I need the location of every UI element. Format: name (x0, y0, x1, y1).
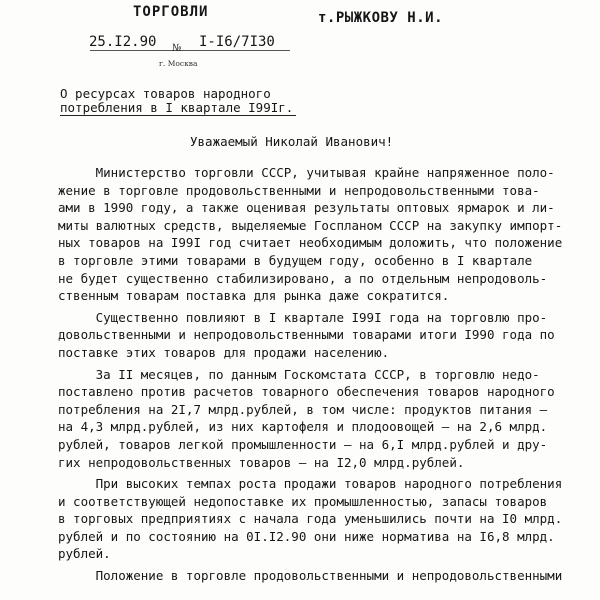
paragraph-line: рублей и по состоянию на 0I.I2.90 они ниже норматива на I6,8 млрд. (58, 528, 555, 544)
paragraph (58, 309, 598, 362)
paragraph-line: рублей, товаров легкой промышленности – на 6,I млрд.рублей и дру- (58, 436, 548, 452)
paragraph-line: рублей. (58, 546, 111, 562)
recipient: т.РЫЖКОВУ Н.И. (318, 10, 444, 26)
paragraph-line: в торговых предприятиях с начала года уменьшились почти на I0 млрд. (58, 511, 563, 527)
paragraph-line: Существенно повлияют в I квартале I99I года на торговлю про- (58, 309, 548, 325)
paragraph-line: ами в 1990 году, а также оценивая результаты оптовых ярмарок и ли- (58, 200, 555, 216)
letter-number: I-I6/7I30 (199, 34, 275, 50)
number-line (90, 50, 290, 51)
paragraph (58, 366, 598, 472)
letter-city: г. Москва (159, 59, 198, 68)
paragraph (58, 164, 598, 305)
paragraph-line: миты валютных средств, выделяемые Госпланом СССР на закупку импорт- (58, 217, 563, 233)
paragraph-line: поставке этих товаров для продажи населению. (58, 344, 390, 360)
paragraph-line: поставлено против расчетов товарного обеспечения товаров народного (58, 384, 555, 400)
letter-body (58, 164, 598, 585)
subject-underline (60, 115, 296, 116)
paragraph-line: За II месяцев, по данным Госкомстата СССР, в торговлю недо- (58, 366, 540, 382)
paragraph-line: в торговле этими товарами в будущем году, особенно в I квартале (58, 252, 533, 268)
subject-line-2: потребления в I квартале I99Iг. (60, 100, 294, 115)
paragraph-line: ных товаров на I99I год считает необходимым доложить, что положение (58, 235, 563, 251)
paragraph-line: Положение в торговле продовольственными и непродовольственными (58, 568, 563, 584)
paragraph-line: жение в торговле продовольственными и непродовольственными това- (58, 182, 540, 198)
paragraph-line: на 4,3 млрд.рублей, из них картофеля и плодоовощей – на 2,6 млрд. (58, 419, 548, 435)
paragraph-line: и соответствующей недопоставке их промышленностью, запасы товаров (58, 493, 548, 509)
paragraph-line: довольственными и непродовольственными товарами итоги I990 года по (58, 327, 555, 343)
letter-date: 25.I2.90 (89, 34, 157, 50)
number-sign: № (172, 43, 182, 54)
greeting: Уважаемый Николай Иванович! (190, 134, 394, 149)
paragraph-line: не будет существенно стабилизировано, а по отдельным непродоволь- (58, 270, 548, 286)
ministry-name: ТОРГОВЛИ (133, 4, 209, 20)
paragraph-line: При высоких темпах роста продажи товаров народного потребления (58, 476, 563, 492)
subject-line-1: О ресурсах товаров народного (60, 86, 271, 101)
paragraph-line: потребления на 2I,7 млрд.рублей, в том числе: продуктов питания – (58, 401, 548, 417)
paragraph-line: гих непродовольственных товаров – на I2,0 млрд.рублей. (58, 454, 465, 470)
paragraph-line: Министерство торговли СССР, учитывая крайне напряженное поло- (58, 165, 555, 180)
paragraph-line: ственным товарам поставка для рынка даже сократится. (58, 288, 450, 304)
paragraph (58, 567, 598, 585)
paragraph (58, 475, 598, 563)
